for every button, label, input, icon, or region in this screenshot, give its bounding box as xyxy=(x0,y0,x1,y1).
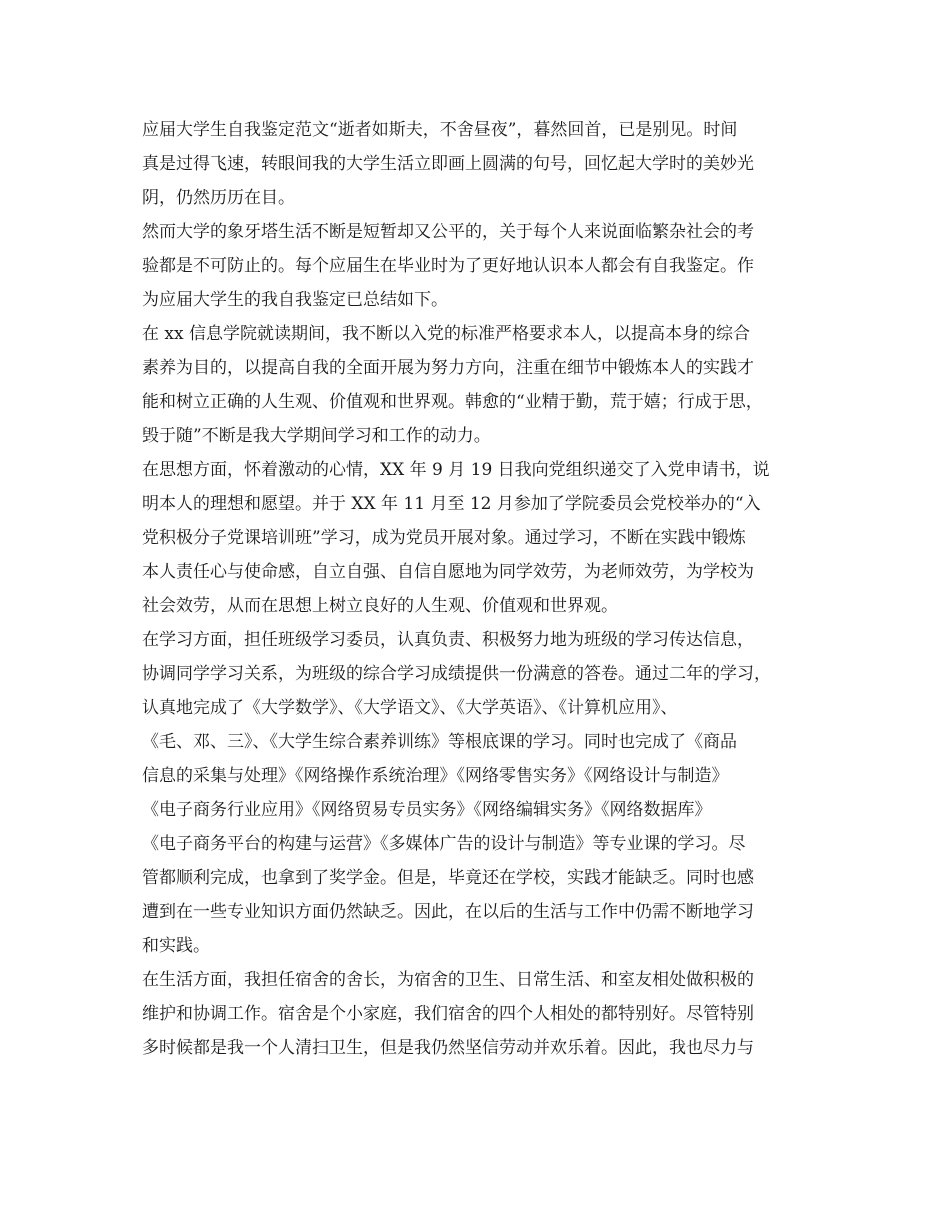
text-line: 阴，仍然历历在目。 xyxy=(142,188,295,208)
text-line: 多时候都是我一个人清扫卫生，但是我仍然坚信劳动并欢乐着。因此，我也尽力与 xyxy=(142,1038,754,1058)
text-line: 认真地完成了《大学数学》、《大学语文》、《大学英语》、《计算机应用》、 xyxy=(142,698,678,718)
text-line: 本人责任心与使命感，自立自强、自信自愿地为同学效劳，为老师效劳，为学校为 xyxy=(142,562,754,582)
text-line: 遭到在一些专业知识方面仍然缺乏。因此，在以后的生活与工作中仍需不断地学习 xyxy=(142,902,754,922)
text-line: 能和树立正确的人生观、价值观和世界观。韩愈的“业精于勤，荒于嬉；行成于思， xyxy=(142,392,763,412)
text-line: 毁于随”不断是我大学期间学习和工作的动力。 xyxy=(142,426,491,446)
text-line: 应届大学生自我鉴定范文“逝者如斯夫，不舍昼夜”，暮然回首，已是别见。时间 xyxy=(142,120,738,140)
text-line: 在 xx 信息学院就读期间，我不断以入党的标准严格要求本人，以提高本身的综合 xyxy=(142,324,750,344)
text-line: 《电子商务平台的构建与运营》《多媒体广告的设计与制造》等专业课的学习。尽 xyxy=(142,834,746,854)
text-line: 维护和协调工作。宿舍是个小家庭，我们宿舍的四个人相处的都特别好。尽管特别 xyxy=(142,1004,754,1024)
text-line: 《电子商务行业应用》《网络贸易专员实务》《网络编辑实务》《网络数据库》 xyxy=(142,800,712,820)
text-line: 明本人的理想和愿望。并于 XX 年 11 月至 12 月参加了学院委员会党校举办的“入 xyxy=(142,494,761,514)
text-line: 真是过得飞速，转眼间我的大学生活立即画上圆满的句号，回忆起大学时的美妙光 xyxy=(142,154,754,174)
text-line: 然而大学的象牙塔生活不断是短暂却又公平的，关于每个人来说面临繁杂社会的考 xyxy=(142,222,754,242)
text-line: 验都是不可防止的。每个应届生在毕业时为了更好地认识本人都会有自我鉴定。作 xyxy=(142,256,754,276)
text-line: 信息的采集与处理》《网络操作系统治理》《网络零售实务》《网络设计与制造》 xyxy=(142,766,729,786)
text-line: 素养为目的，以提高自我的全面开展为努力方向，注重在细节中锻炼本人的实践才 xyxy=(142,358,754,378)
text-line: 社会效劳，从而在思想上树立良好的人生观、价值观和世界观。 xyxy=(142,596,618,616)
text-line: 管都顺利完成，也拿到了奖学金。但是，毕竟还在学校，实践才能缺乏。同时也感 xyxy=(142,868,754,888)
text-line: 《毛、邓、三》、《大学生综合素养训练》等根底课的学习。同时也完成了《商品 xyxy=(142,732,737,752)
document-body xyxy=(142,113,822,1065)
text-line: 协调同学学习关系，为班级的综合学习成绩提供一份满意的答卷。通过二年的学习， xyxy=(142,664,771,684)
text-line: 在学习方面，担任班级学习委员，认真负责、积极努力地为班级的学习传达信息， xyxy=(142,630,754,650)
text-line: 在思想方面，怀着激动的心情，XX 年 9 月 19 日我向党组织递交了入党申请书，说 xyxy=(142,460,770,480)
text-line: 党积极分子党课培训班”学习，成为党员开展对象。通过学习，不断在实践中锻炼 xyxy=(142,528,746,548)
text-line: 和实践。 xyxy=(142,936,210,956)
text-line: 在生活方面，我担任宿舍的舍长，为宿舍的卫生、日常生活、和室友相处做积极的 xyxy=(142,970,754,990)
text-line: 为应届大学生的我自我鉴定已总结如下。 xyxy=(142,290,448,310)
